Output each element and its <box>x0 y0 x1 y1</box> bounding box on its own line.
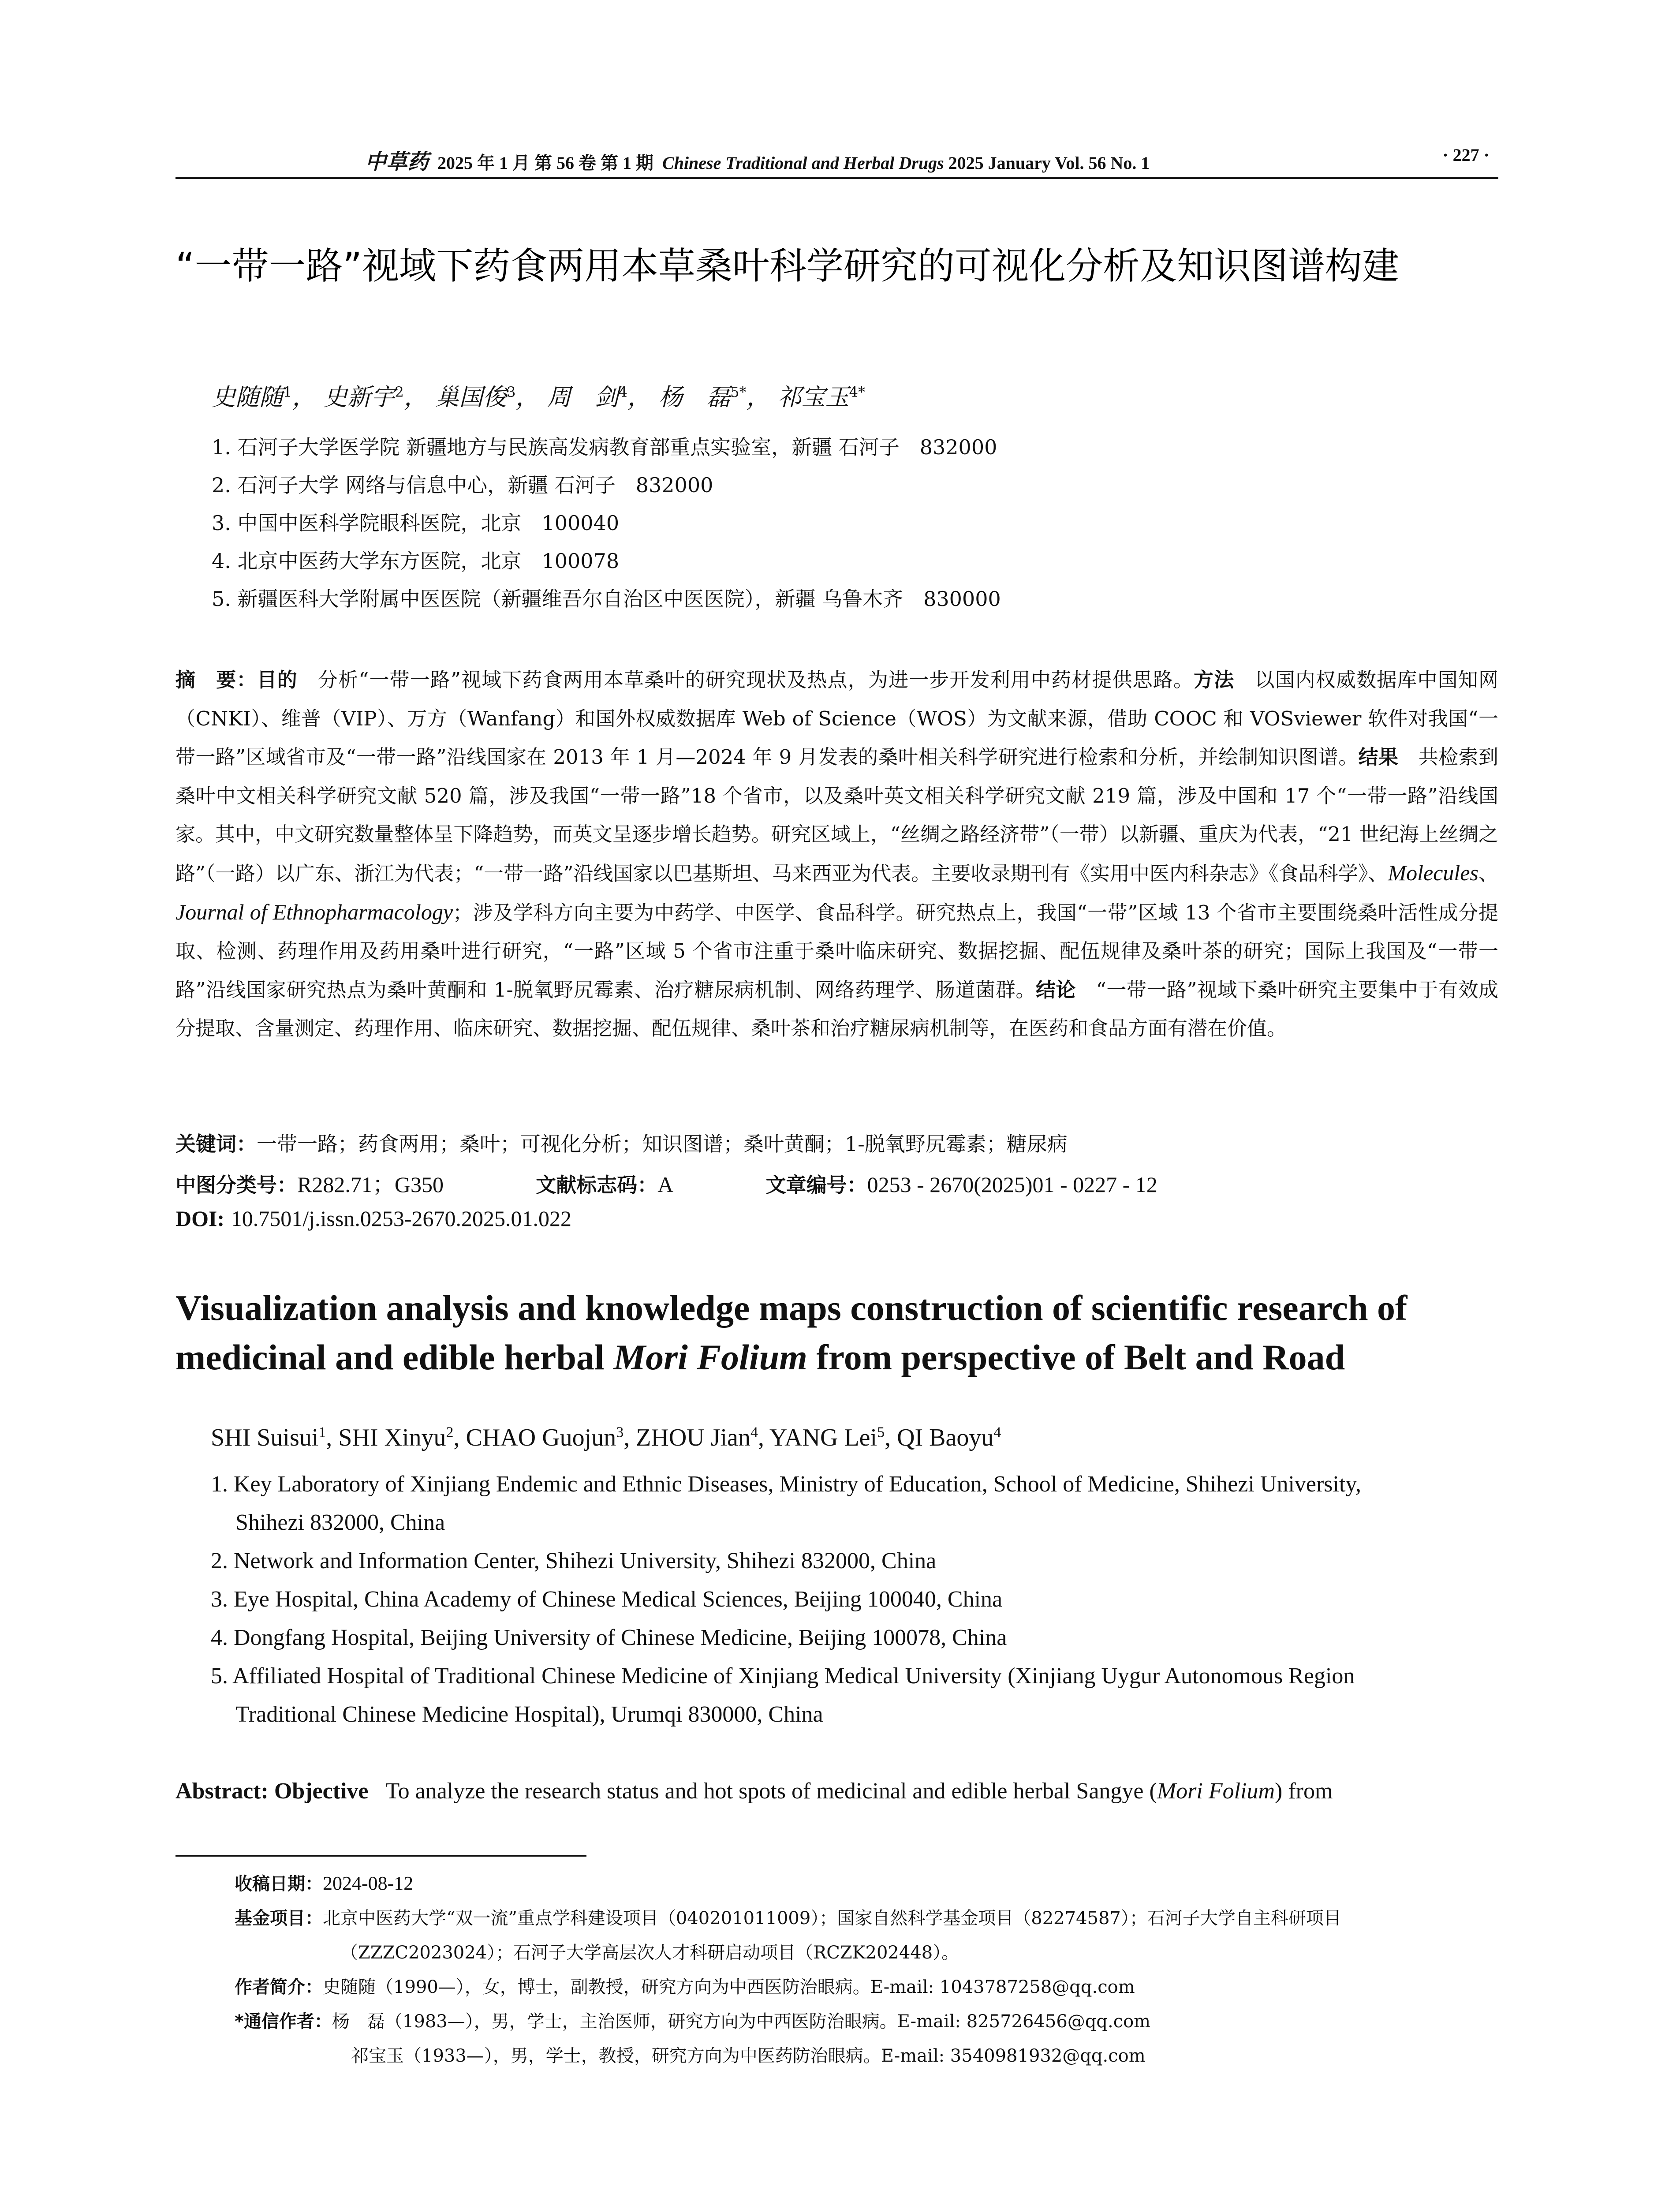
journal-name-cn: 中草药 <box>365 149 429 174</box>
result-label: 结果 <box>1358 745 1399 769</box>
author-en: QI Baoyu <box>897 1424 994 1451</box>
affiliation-cn: 2. 石河子大学 网络与信息中心，新疆 石河子 832000 <box>212 473 713 497</box>
doi-link[interactable]: 10.7501/j.issn.0253-2670.2025.01.022 <box>231 1206 571 1231</box>
footnote-corresponding-2: 祁宝玉（1933—），男，学士，教授，研究方向为中医药防治眼病。E-mail: 3540981932@qq.com <box>351 2046 1146 2066</box>
footnote-corresponding: *通信作者：杨 磊（1983—），男，学士，主治医师，研究方向为中西医防治眼病。E-mail: 825726456@qq.com <box>235 2011 1151 2032</box>
affiliation-en: 4. Dongfang Hospital, Beijing University of Chinese Medicine, Beijing 100078, China <box>211 1625 1007 1650</box>
article-no-value: 0253 - 2670(2025)01 - 0227 - 12 <box>867 1172 1157 1197</box>
title-cn: “一带一路”视域下药食两用本草桑叶科学研究的可视化分析及知识图谱构建 <box>175 244 1400 288</box>
affiliation-en: 2. Network and Information Center, Shihezi University, Shihezi 832000, China <box>211 1548 937 1573</box>
conclusion-label: 结论 <box>1035 978 1076 1002</box>
author-en: CHAO Guojun <box>466 1424 616 1451</box>
issue-cn: 2025 年 1 月 第 56 卷 第 1 期 <box>437 153 654 173</box>
author-cn: 祁宝玉 <box>777 383 849 411</box>
authors-cn: 史随随$^1$， 史新宇$^2$， 巢国俊$^3$， 周 剑$^4$， 杨 磊$^{5*}$， 祁宝玉$^{4*}$ <box>212 383 866 411</box>
result-text: 共检索到桑叶中文相关科学研究文献 520 篇，涉及我国“一带一路”18 个省市，以及桑叶英文相关科学研究文献 219 篇，涉及中国和 17 个“一带一路”沿线国家。其中，中文研究数量整体呈下降趋势，而英文呈逐步增长趋势。研究区域上，“丝绸之路经济带”（一带）以新疆、重庆为代表，“21 世纪海上丝绸之路”（一路）以广东、浙江为代表；“一带一路”沿线国家以巴基斯坦、马来西亚为代表。主要收录期刊有《实用中医内科杂志》《食品科学》、 <box>175 745 1498 885</box>
method-label: 方法 <box>1194 668 1235 691</box>
abstract-label: 摘 要： <box>175 668 257 691</box>
method-text: 以国内权威数据库中国知网（CNKI）、维普（VIP）、万方（Wanfang）和国外权威数据库 Web of Science（WOS）为文献来源，借助 COOC 和 VOSviewer 软件对我国“一带一路”区域省市及“一带一路”沿线国家在 2013 年 1 月—2024 年 9 月发表的桑叶相关科学研究进行检索和分析，并绘制知识图谱。 <box>175 668 1498 769</box>
footnote-bio: 作者简介：史随随（1990—），女，博士，副教授，研究方向为中西医防治眼病。E-mail: 1043787258@qq.com <box>235 1977 1135 1997</box>
clc-label: 中图分类号： <box>175 1173 297 1197</box>
author-en: YANG Lei <box>769 1424 877 1451</box>
journal-name-en: Chinese Traditional and Herbal Drugs <box>662 153 944 173</box>
abstract-cn: 摘 要：目的 分析“一带一路”视域下药食两用本草桑叶的研究现状及热点，为进一步开发利用中药材提供思路。方法 以国内权威数据库中国知网（CNKI）、维普（VIP）、万方（Wanfang）和国外权威数据库 Web of Science（WOS）为文献来源，借助 COOC 和 VOSviewer 软件对我国“一带一路”区域省市及“一带一路”沿线国家在 2013 年 1 月—2024 年 9 月发表的桑叶相关科学研究进行检索和分析，并绘制知识图谱。结果 共检索到桑叶中文相关科学研究文献 520 篇，涉及我国“一带一路”18 个省市，以及桑叶英文相关科学研究文献 219 篇，涉及中国和 17 个“一带一路”沿线国家。其中，中文研究数量整体呈下降趋势，而英文呈逐步增长趋势。研究区域上，“丝绸之路经济带”（一带）以新疆、重庆为代表，“21 世纪海上丝绸之路”（一路）以广东、浙江为代表；“一带一路”沿线国家以巴基斯坦、马来西亚为代表。主要收录期刊有《实用中医内科杂志》《食品科学》、Molecules、Journal of Ethnopharmacology；涉及学科方向主要为中药学、中医学、食品科学。研究热点上，我国“一带”区域 13 个省市主要围绕桑叶活性成分提取、检测、药理作用及药用桑叶进行研究，“一路”区域 5 个省市注重于桑叶临床研究、数据挖掘、配伍规律及桑叶茶的研究；国际上我国及“一带一路”沿线国家研究热点为桑叶黄酮和 1-脱氧野尻霉素、治疗糖尿病机制、网络药理学、肠道菌群。结论 “一带一路”视域下桑叶研究主要集中于有效成分提取、含量测定、药理作用、临床研究、数据挖掘、配伍规律、桑叶茶和治疗糖尿病机制等，在医药和食品方面有潜在价值。 <box>175 668 1498 1040</box>
author-cn: 巢国俊 <box>435 383 507 411</box>
affiliation-en: 1. Key Laboratory of Xinjiang Endemic and Ethnic Diseases, Ministry of Education, School of Medicine, Shihezi University, Shihezi 832000, China <box>211 1472 1362 1535</box>
doi-line <box>175 1206 571 1231</box>
keywords-label: 关键词： <box>175 1132 257 1156</box>
author-cn: 周 剑 <box>547 383 619 411</box>
article-no-label: 文章编号： <box>765 1173 867 1197</box>
author-en: ZHOU Jian <box>636 1424 750 1451</box>
author-cn: 杨 磊 <box>659 383 731 411</box>
conclusion-text: “一带一路”视域下桑叶研究主要集中于有效成分提取、含量测定、药理作用、临床研究、数据挖掘、配伍规律、桑叶茶和治疗糖尿病机制等，在医药和食品方面有潜在价值。 <box>175 978 1498 1040</box>
classification-line <box>175 1167 1157 1199</box>
running-header <box>175 140 1498 179</box>
doc-code-value: A <box>657 1172 674 1197</box>
author-cn: 史随随 <box>212 383 283 411</box>
affiliation-cn: 1. 石河子大学医学院 新疆地方与民族高发病教育部重点实验室，新疆 石河子 832000 <box>212 435 997 459</box>
affiliation-cn: 5. 新疆医科大学附属中医医院（新疆维吾尔自治区中医医院），新疆 乌鲁木齐 830000 <box>212 587 1001 611</box>
title-en: Visualization analysis and knowledge maps construction of scientific research of medicinal and edible herbal Mori Folium from perspective of Belt and Road <box>175 1288 1407 1377</box>
result-text-cont: ；涉及学科方向主要为中药学、中医学、食品科学。研究热点上，我国“一带”区域 13 个省市主要围绕桑叶活性成分提取、检测、药理作用及药用桑叶进行研究，“一路”区域 5 个省市注重于桑叶临床研究、数据挖掘、配伍规律及桑叶茶的研究；国际上我国及“一带一路”沿线国家研究热点为桑叶黄酮和 1-脱氧野尻霉素、治疗糖尿病机制、网络药理学、肠道菌群。 <box>175 901 1498 1002</box>
footnote-fund-cont: （ZZZC2023024）；石河子大学高层次人才科研启动项目（RCZK202448）。 <box>340 1943 959 1963</box>
clc-value: R282.71；G350 <box>297 1172 444 1197</box>
keywords <box>175 1128 1068 1157</box>
authors-en: SHI Suisui$^1$, SHI Xinyu$^2$, CHAO Guojun$^3$, ZHOU Jian$^4$, YANG Lei$^5$, QI Baoyu$^4$ <box>211 1424 1001 1451</box>
abstract-en-label: Abstract: Objective <box>175 1779 369 1804</box>
affiliation-en: 3. Eye Hospital, China Academy of Chinese Medical Sciences, Beijing 100040, China <box>211 1587 1003 1612</box>
affiliation-en: 5. Affiliated Hospital of Traditional Chinese Medicine of Xinjiang Medical University (Xinjiang Uygur Autonomous Region Traditional Chinese Medicine Hospital), Urumqi 830000, China <box>211 1663 1355 1727</box>
objective-text: 分析“一带一路”视域下药食两用本草桑叶的研究现状及热点，为进一步开发利用中药材提供思路。 <box>317 668 1194 691</box>
affiliation-cn: 3. 中国中医科学院眼科医院，北京 100040 <box>212 511 620 535</box>
journal-ethnopharmacology: Journal of Ethnopharmacology <box>175 899 453 924</box>
issue-en: 2025 January Vol. 56 No. 1 <box>948 153 1150 173</box>
author-cn: 史新宇 <box>323 383 395 411</box>
journal-molecules: Molecules <box>1388 860 1478 885</box>
author-en: SHI Suisui <box>211 1424 319 1451</box>
keywords-value: 一带一路；药食两用；桑叶；可视化分析；知识图谱；桑叶黄酮；1-脱氧野尻霉素；糖尿病 <box>257 1132 1068 1156</box>
doi-label: DOI: <box>175 1206 225 1231</box>
affiliation-cn: 4. 北京中医药大学东方医院，北京 100078 <box>212 549 620 573</box>
footnote-fund: 基金项目：北京中医药大学“双一流”重点学科建设项目（040201011009）；国家自然科学基金项目（82274587）；石河子大学自主科研项目 <box>235 1908 1341 1928</box>
doc-code-label: 文献标志码： <box>536 1173 658 1197</box>
header-line <box>365 145 1150 175</box>
footnote-received: 收稿日期：2024-08-12 <box>235 1872 414 1894</box>
objective-label: 目的 <box>257 668 298 691</box>
abstract-en: Abstract: Objective To analyze the research status and hot spots of medicinal and edible herbal Sangye (Mori Folium) from <box>175 1779 1333 1804</box>
page-number: · 227 · <box>1442 145 1490 165</box>
author-en: SHI Xinyu <box>338 1424 446 1451</box>
footnote-rule <box>175 1855 586 1857</box>
